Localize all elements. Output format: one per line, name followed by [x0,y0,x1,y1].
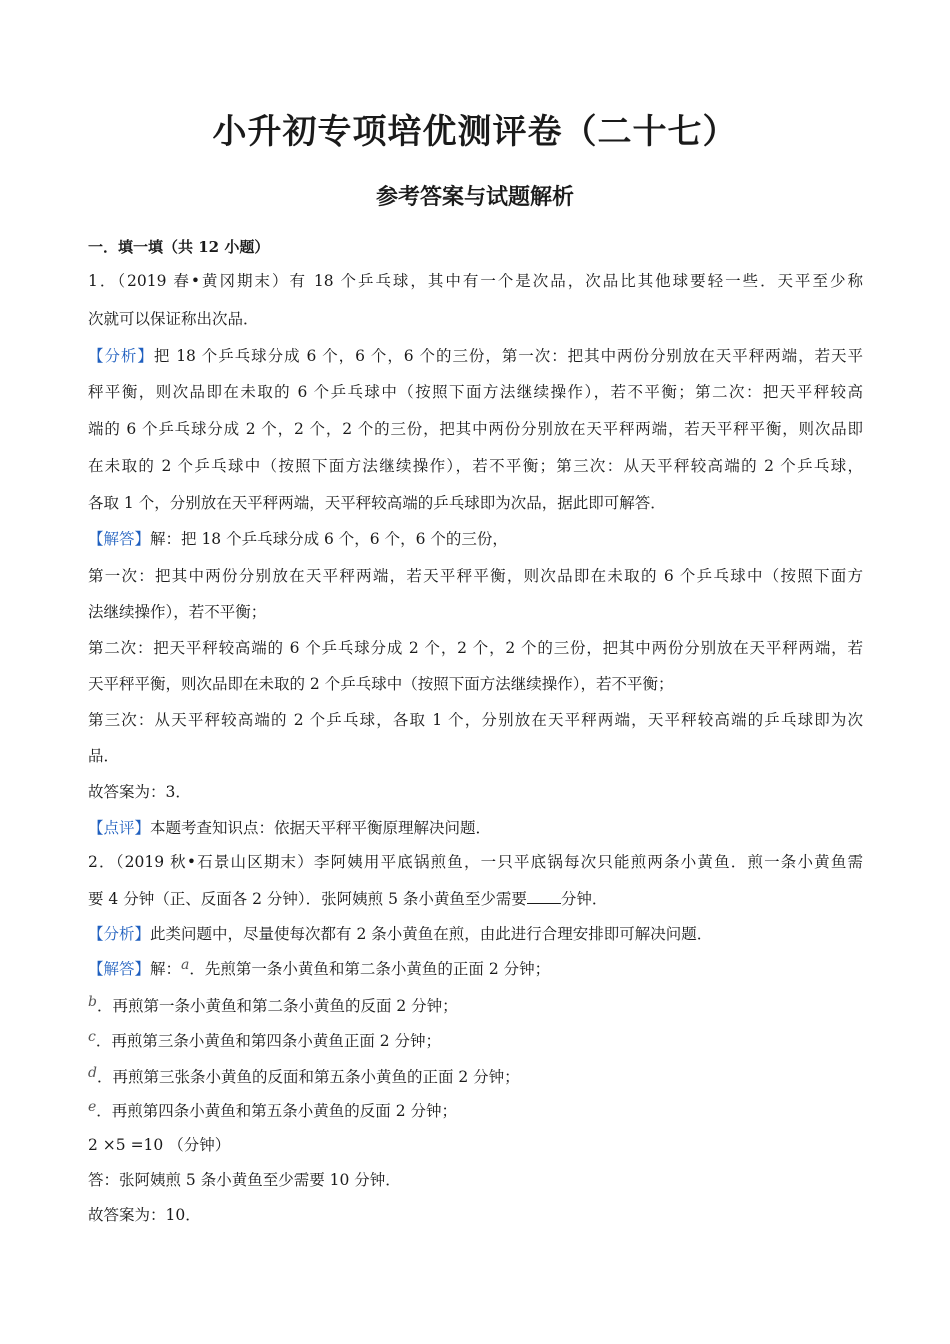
q1-analysis-line3: 端的 6 个乒乓球分成 2 个，2 个，2 个的三份，把其中两份分别放在天平秤两端，若天平秤平衡，则次品即 [88,420,863,438]
q2-step-line-e [88,1100,457,1123]
q1-analysis-text1: 把 18 个乒乓球分成 6 个，6 个，6 个的三份，第一次：把其中两份分别放在天平秤两端，若天平 [153,347,863,365]
analysis-label: 【分析】 [88,347,154,365]
analysis-label: 【分析】 [88,925,151,943]
q2-step-text-c: ．再煎第三条小黄鱼和第四条小黄鱼正面 2 分钟； [95,1032,442,1050]
q2-step-line-c [88,1030,441,1053]
q1-answer-line7: 品． [88,747,120,765]
q1-answer-text1: 解：把 18 个乒乓球分成 6 个，6 个，6 个的三份， [150,530,508,548]
q1-analysis-line4: 在未取的 2 个乒乓球中（按照下面方法继续操作），若不平衡；第三次：从天平秤较高端的 2 个乒乓球， [88,457,863,475]
q1-analysis-line5: 各取 1 个，分别放在天平秤两端，天平秤较高端的乒乓球即为次品，据此即可解答． [88,494,666,512]
step-variable-e: e [88,1099,97,1115]
step-variable-b: b [88,994,97,1010]
page-title: 小升初专项培优测评卷（二十七） [212,112,738,152]
q1-analysis-line1 [88,345,863,367]
step-variable-d: d [88,1065,97,1081]
q1-answer-line5: 天平秤平衡，则次品即在未取的 2 个乒乓球中（按照下面方法继续操作），若不平衡； [88,675,674,693]
q1-answer-line3: 法继续操作），若不平衡； [88,603,267,621]
q2-conclusion: 答：张阿姨煎 5 条小黄鱼至少需要 10 分钟． [88,1171,401,1189]
q2-stem-text-b: 分钟． [560,890,608,908]
q2-stem-line2 [88,888,607,910]
answer-label: 【解答】 [88,530,151,548]
q2-answer-prefix: 解： [150,960,182,978]
q2-step-line-d [88,1066,520,1089]
q2-step-text-e: ．再煎第四条小黄鱼和第五条小黄鱼的反面 2 分钟； [96,1102,458,1120]
q2-analysis-text: 此类问题中，尽量使每次都有 2 条小黄鱼在煎，由此进行合理安排即可解决问题． [150,925,713,943]
q2-formula-unit: （分钟） [168,1136,231,1154]
q1-comment-line [88,817,491,839]
q2-formula-line [88,1134,230,1156]
q2-stem-line1: 2．（2019 秋•石景山区期末）李阿姨用平底锅煎鱼，一只平底锅每次只能煎两条小黄鱼．煎一条小黄鱼需 [88,853,863,871]
q1-comment-text: 本题考查知识点：依据天平秤平衡原理解决问题． [150,819,492,837]
step-variable-c: c [88,1029,96,1045]
q2-analysis-line [88,923,712,945]
q1-answer-line6: 第三次：从天平秤较高端的 2 个乒乓球，各取 1 个，分别放在天平秤两端，天平秤较高端的乒乓球即为次 [88,711,863,729]
q1-answer-line1 [88,528,508,550]
page-subtitle: 参考答案与试题解析 [375,184,574,210]
q2-formula: 2 ×5 =10 [88,1136,164,1154]
q1-stem-line1: 1．（2019 春•黄冈期末）有 18 个乒乓球，其中有一个是次品，次品比其他球要轻一些．天平至少称 [88,272,863,290]
q2-step-text-a: ．先煎第一条小黄鱼和第二条小黄鱼的正面 2 分钟； [189,960,551,978]
q2-stem-text-a: 要 4 分钟（正、反面各 2 分钟）．张阿姨煎 5 条小黄鱼至少需要 [88,890,527,908]
q1-answer-line2: 第一次：把其中两份分别放在天平秤两端，若天平秤平衡，则次品即在未取的 6 个乒乓球中（按照下面方 [88,567,863,585]
q2-step-text-d: ．再煎第三张条小黄鱼的反面和第五条小黄鱼的正面 2 分钟； [96,1068,520,1086]
q2-answer-line1 [88,958,550,981]
step-variable-a: a [181,957,190,973]
q1-analysis-line2: 秤平衡，则次品即在未取的 6 个乒乓球中（按照下面方法继续操作），若不平衡；第二次：把天平秤较高 [88,383,863,401]
comment-label: 【点评】 [88,819,151,837]
q2-step-line-b [88,995,458,1018]
q2-step-text-b: ．再煎第一条小黄鱼和第二条小黄鱼的反面 2 分钟； [96,997,458,1015]
answer-label: 【解答】 [88,960,151,978]
q1-final-answer: 故答案为：3． [88,783,191,801]
q1-answer-line4: 第二次：把天平秤较高端的 6 个乒乓球分成 2 个，2 个，2 个的三份，把其中两份分别放在天平秤两端，若 [88,639,863,657]
answer-blank [527,889,561,904]
section-heading: 一．填一填（共 12 小题） [88,238,270,256]
q1-stem-line2: 次就可以保证称出次品． [88,310,259,328]
q2-final-answer: 故答案为：10． [88,1206,201,1224]
